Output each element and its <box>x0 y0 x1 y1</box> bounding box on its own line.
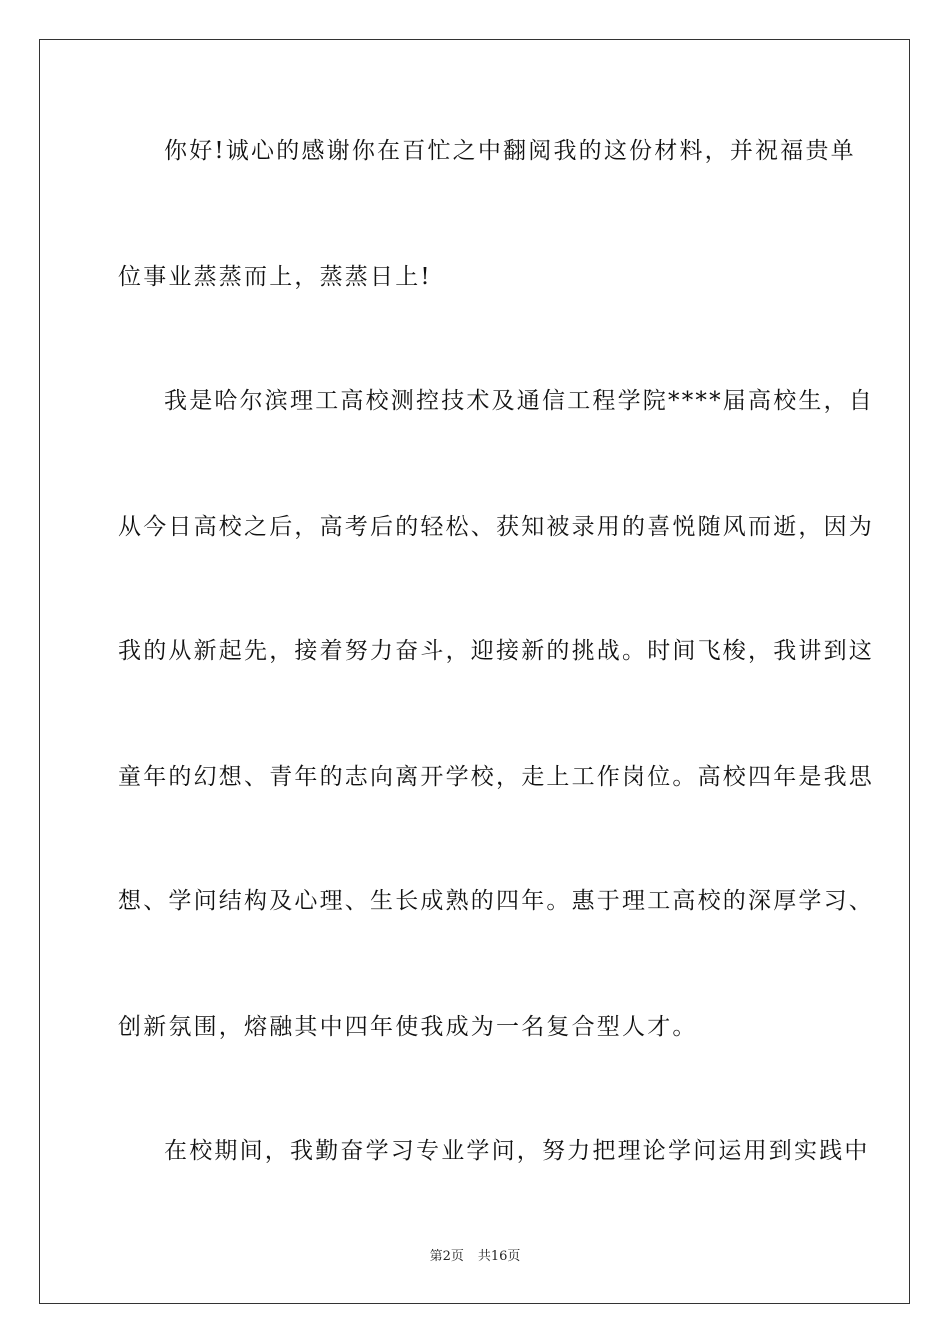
text-line: 从今日高校之后，高考后的轻松、获知被录用的喜悦随风而逝，因为 <box>118 514 874 540</box>
text-line: 童年的幻想、青年的志向离开学校，走上工作岗位。高校四年是我思 <box>118 764 874 790</box>
text-line: 想、学问结构及心理、生长成熟的四年。惠于理工高校的深厚学习、 <box>118 888 874 914</box>
text-line: 你好!诚心的感谢你在百忙之中翻阅我的这份材料，并祝福贵单 <box>164 138 856 164</box>
page-border <box>39 39 910 1304</box>
page-total: 共16页 <box>477 1249 521 1264</box>
page-number: 第2页 <box>429 1249 464 1264</box>
text-line: 创新氛围，熔融其中四年使我成为一名复合型人才。 <box>118 1014 698 1040</box>
text-line: 我的从新起先，接着努力奋斗，迎接新的挑战。时间飞梭，我讲到这 <box>118 638 874 664</box>
page-footer <box>0 1248 950 1266</box>
text-line: 位事业蒸蒸而上，蒸蒸日上! <box>118 264 432 290</box>
text-line: 我是哈尔滨理工高校测控技术及通信工程学院****届高校生，自 <box>164 388 874 414</box>
text-line: 在校期间，我勤奋学习专业学问，努力把理论学问运用到实践中 <box>164 1138 870 1164</box>
